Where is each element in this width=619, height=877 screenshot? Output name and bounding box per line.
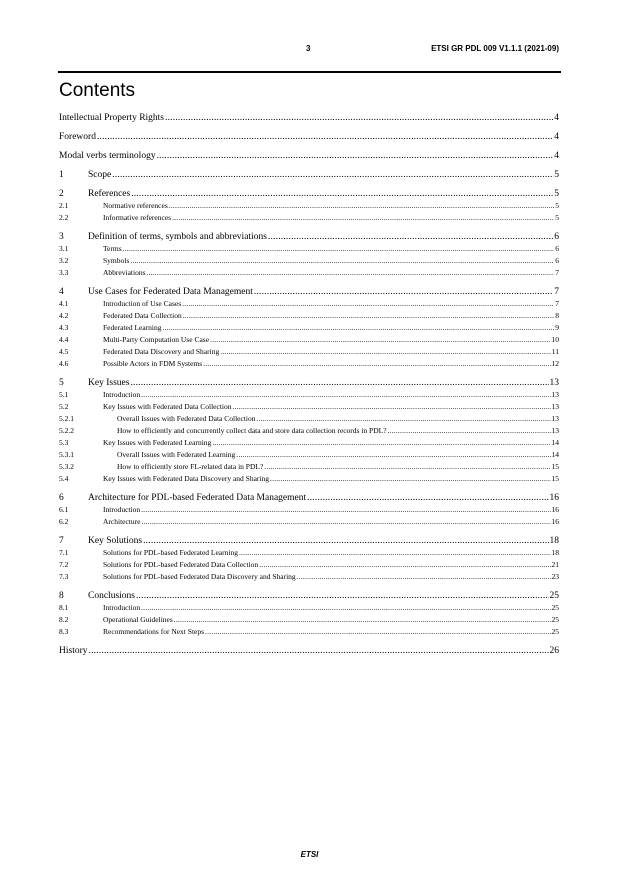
toc-dot-leader (89, 646, 549, 656)
toc-entry-number: 5.4 (59, 474, 69, 483)
toc-entry[interactable] (59, 474, 559, 486)
toc-entry[interactable] (59, 493, 559, 505)
toc-entry[interactable] (59, 323, 559, 335)
toc-entry-title: Architecture for PDL-based Federated Data Management (88, 493, 307, 503)
toc-entry[interactable] (59, 627, 559, 639)
toc-dot-leader (141, 505, 550, 514)
toc-entry-page: 4 (554, 132, 559, 142)
toc-dot-leader (203, 359, 550, 368)
toc-entry-title: How to efficiently and concurrently collect data and store data collection records in PDL? (117, 426, 387, 435)
toc-dot-leader (210, 335, 550, 344)
toc-dot-leader (157, 151, 554, 161)
toc-entry-title: Solutions for PDL-based Federated Data Collection (103, 560, 259, 569)
toc-entry-page: 25 (551, 627, 559, 636)
toc-dot-leader (147, 268, 555, 277)
toc-dot-leader (264, 462, 550, 471)
toc-entry-page: 15 (551, 474, 559, 483)
toc-entry-page: 5 (555, 201, 559, 210)
toc-dot-leader (141, 390, 550, 399)
toc-entry-number: 5.2.2 (59, 426, 74, 435)
toc-entry-page: 4 (554, 151, 559, 161)
toc-dot-leader (97, 132, 553, 142)
toc-entry[interactable] (59, 213, 559, 225)
toc-entry-number: 6.1 (59, 505, 69, 514)
toc-dot-leader (163, 323, 555, 332)
toc-entry-page: 21 (551, 560, 559, 569)
toc-entry[interactable] (59, 378, 559, 390)
toc-entry-title: Scope (88, 170, 112, 180)
toc-entry-title: How to efficiently store FL-related data in PDL? (117, 462, 264, 471)
toc-entry-page: 5 (554, 170, 559, 180)
toc-entry-page: 7 (555, 268, 559, 277)
toc-entry-number: 5.3.2 (59, 462, 74, 471)
toc-dot-leader (143, 536, 548, 546)
toc-entry[interactable] (59, 170, 559, 182)
toc-entry[interactable] (59, 505, 559, 517)
toc-entry-title: Solutions for PDL-based Federated Learning (103, 548, 238, 557)
toc-entry-title: Normative references (103, 201, 168, 210)
toc-entry-page: 14 (551, 450, 559, 459)
document-id: ETSI GR PDL 009 V1.1.1 (2021-09) (431, 44, 559, 53)
toc-entry-title: Key Solutions (88, 536, 143, 546)
toc-entry[interactable] (59, 450, 559, 462)
toc-dot-leader (259, 560, 550, 569)
toc-dot-leader (136, 591, 549, 601)
toc-entry-page: 6 (555, 256, 559, 265)
toc-entry-title: History (59, 646, 88, 656)
toc-entry[interactable] (59, 572, 559, 584)
toc-entry-page: 13 (551, 414, 559, 423)
toc-dot-leader (268, 232, 553, 242)
toc-dot-leader (131, 189, 553, 199)
toc-entry-number: 5.3.1 (59, 450, 74, 459)
toc-entry-number: 5.2.1 (59, 414, 74, 423)
toc-dot-leader (297, 572, 551, 581)
toc-dot-leader (183, 311, 555, 320)
toc-entry[interactable] (59, 201, 559, 213)
toc-dot-leader (165, 113, 553, 123)
toc-entry-number: 2.1 (59, 201, 69, 210)
toc-entry[interactable] (59, 132, 559, 144)
toc-entry-number: 4.6 (59, 359, 69, 368)
toc-entry-title: Symbols (103, 256, 130, 265)
toc-entry-number: 8 (59, 591, 64, 601)
toc-entry-title: Terms (103, 244, 122, 253)
toc-entry[interactable] (59, 256, 559, 268)
toc-entry[interactable] (59, 536, 559, 548)
toc-entry-number: 4.1 (59, 299, 69, 308)
toc-entry-title: Overall Issues with Federated Learning (117, 450, 236, 459)
toc-entry-title: Federated Data Discovery and Sharing (103, 347, 220, 356)
toc-dot-leader (174, 615, 551, 624)
toc-entry-page: 26 (549, 646, 559, 656)
toc-entry[interactable] (59, 548, 559, 560)
toc-entry[interactable] (59, 646, 559, 658)
toc-entry-page: 23 (551, 572, 559, 581)
toc-entry-number: 3 (59, 232, 64, 242)
toc-dot-leader (388, 426, 551, 435)
page-header (0, 44, 619, 58)
toc-dot-leader (307, 493, 548, 503)
toc-entry[interactable] (59, 244, 559, 256)
toc-entry[interactable] (59, 299, 559, 311)
toc-entry-title: Abbreviations (103, 268, 146, 277)
toc-entry-title: Overall Issues with Federated Data Collection (117, 414, 256, 423)
toc-entry[interactable] (59, 438, 559, 450)
toc-entry-number: 6.2 (59, 517, 69, 526)
toc-entry-number: 5 (59, 378, 64, 388)
toc-entry-number: 4.5 (59, 347, 69, 356)
toc-entry-number: 4.2 (59, 311, 69, 320)
toc-entry-page: 14 (551, 438, 559, 447)
toc-entry[interactable] (59, 517, 559, 529)
toc-entry-page: 11 (551, 347, 559, 356)
toc-entry-title: Key Issues with Federated Data Collection (103, 402, 232, 411)
page-number: 3 (306, 44, 311, 53)
toc-entry[interactable] (59, 615, 559, 627)
toc-entry-number: 7.3 (59, 572, 69, 581)
toc-entry-page: 16 (551, 517, 559, 526)
toc-dot-leader (130, 378, 548, 388)
toc-entry-number: 8.2 (59, 615, 69, 624)
toc-entry-number: 1 (59, 170, 64, 180)
toc-entry-page: 16 (549, 493, 559, 503)
toc-entry-number: 5.3 (59, 438, 69, 447)
toc-entry-page: 8 (555, 311, 559, 320)
toc-dot-leader (205, 627, 550, 636)
toc-dot-leader (172, 213, 554, 222)
toc-dot-leader (233, 402, 551, 411)
toc-entry-title: Foreword (59, 132, 96, 142)
toc-entry-title: Architecture (103, 517, 141, 526)
footer-logo-text: ETSI (300, 850, 319, 859)
toc-entry[interactable] (59, 189, 559, 201)
toc-entry-page: 9 (555, 323, 559, 332)
toc-entry-page: 7 (555, 299, 559, 308)
toc-entry-page: 5 (555, 213, 559, 222)
toc-entry-title: Recommendations for Next Steps (103, 627, 205, 636)
toc-entry-number: 2.2 (59, 213, 69, 222)
toc-entry-page: 13 (551, 390, 559, 399)
toc-entry[interactable] (59, 426, 559, 438)
toc-entry-page: 6 (554, 232, 559, 242)
toc-entry-page: 12 (551, 359, 559, 368)
toc-entry-page: 13 (551, 402, 559, 411)
toc-entry-page: 18 (551, 548, 559, 557)
toc-entry[interactable] (59, 347, 559, 359)
toc-entry-title: Possible Actors in FDM Systems (103, 359, 203, 368)
toc-dot-leader (236, 450, 550, 459)
toc-entry[interactable] (59, 268, 559, 280)
toc-entry-title: Informative references (103, 213, 172, 222)
toc-entry-page: 7 (554, 287, 559, 297)
toc-dot-leader (239, 548, 551, 557)
toc-entry-page: 4 (554, 113, 559, 123)
toc-dot-leader (182, 299, 554, 308)
toc-entry-title: Key Issues with Federated Data Discovery and Sharing (103, 474, 269, 483)
toc-dot-leader (212, 438, 550, 447)
toc-entry-title: Solutions for PDL-based Federated Data Discovery and Sharing (103, 572, 296, 581)
toc-entry-title: Conclusions (88, 591, 135, 601)
toc-entry-title: Modal verbs terminology (59, 151, 156, 161)
toc-entry-title: Federated Data Collection (103, 311, 182, 320)
toc-entry[interactable] (59, 402, 559, 414)
toc-entry-title: Key Issues with Federated Learning (103, 438, 212, 447)
toc-entry[interactable] (59, 335, 559, 347)
toc-entry-title: Operational Guidelines (103, 615, 173, 624)
toc-dot-leader (141, 603, 550, 612)
toc-dot-leader (169, 201, 554, 210)
toc-entry-number: 5.2 (59, 402, 69, 411)
toc-entry-number: 8.3 (59, 627, 69, 636)
table-of-contents (59, 113, 559, 658)
toc-dot-leader (112, 170, 553, 180)
toc-entry[interactable] (59, 603, 559, 615)
toc-entry-title: Definition of terms, symbols and abbreviations (88, 232, 267, 242)
toc-entry-number: 2 (59, 189, 64, 199)
toc-entry-title: Intellectual Property Rights (59, 113, 165, 123)
toc-dot-leader (270, 474, 551, 483)
toc-entry-title: Introduction of Use Cases (103, 299, 182, 308)
toc-entry-title: Introduction (103, 390, 141, 399)
toc-entry-number: 3.2 (59, 256, 69, 265)
toc-dot-leader (254, 287, 553, 297)
toc-entry-number: 7.1 (59, 548, 69, 557)
toc-entry[interactable] (59, 287, 559, 299)
toc-entry-number: 7.2 (59, 560, 69, 569)
toc-entry[interactable] (59, 311, 559, 323)
toc-entry-page: 25 (549, 591, 559, 601)
toc-dot-leader (220, 347, 551, 356)
toc-dot-leader (123, 244, 555, 253)
toc-entry-number: 6 (59, 493, 64, 503)
toc-entry-number: 4.3 (59, 323, 69, 332)
toc-entry-title: Key Issues (88, 378, 130, 388)
toc-entry-page: 13 (551, 426, 559, 435)
toc-entry[interactable] (59, 591, 559, 603)
toc-entry-number: 4 (59, 287, 64, 297)
toc-entry-title: References (88, 189, 131, 199)
toc-entry[interactable] (59, 560, 559, 572)
toc-entry[interactable] (59, 462, 559, 474)
toc-entry-number: 3.1 (59, 244, 69, 253)
toc-entry-page: 10 (551, 335, 559, 344)
toc-entry[interactable] (59, 151, 559, 163)
toc-dot-leader (130, 256, 554, 265)
toc-entry-number: 3.3 (59, 268, 69, 277)
toc-entry-page: 13 (549, 378, 559, 388)
toc-entry[interactable] (59, 232, 559, 244)
toc-entry-title: Introduction (103, 505, 141, 514)
toc-entry-number: 7 (59, 536, 64, 546)
toc-entry-title: Introduction (103, 603, 141, 612)
toc-entry-number: 4.4 (59, 335, 69, 344)
toc-entry-page: 25 (551, 615, 559, 624)
toc-entry-title: Use Cases for Federated Data Management (88, 287, 253, 297)
toc-entry[interactable] (59, 390, 559, 402)
toc-entry-page: 25 (551, 603, 559, 612)
toc-dot-leader (257, 414, 551, 423)
toc-entry-title: Multi-Party Computation Use Case (103, 335, 210, 344)
toc-entry-number: 5.1 (59, 390, 69, 399)
toc-entry-page: 6 (555, 244, 559, 253)
toc-entry-page: 5 (554, 189, 559, 199)
toc-dot-leader (141, 517, 550, 526)
toc-entry-page: 15 (551, 462, 559, 471)
toc-entry-title: Federated Learning (103, 323, 162, 332)
header-rule (58, 71, 561, 73)
toc-entry-page: 18 (549, 536, 559, 546)
toc-entry[interactable] (59, 414, 559, 426)
toc-entry[interactable] (59, 359, 559, 371)
toc-entry[interactable] (59, 113, 559, 125)
toc-entry-page: 16 (551, 505, 559, 514)
page-title: Contents (59, 80, 136, 101)
toc-entry-number: 8.1 (59, 603, 69, 612)
